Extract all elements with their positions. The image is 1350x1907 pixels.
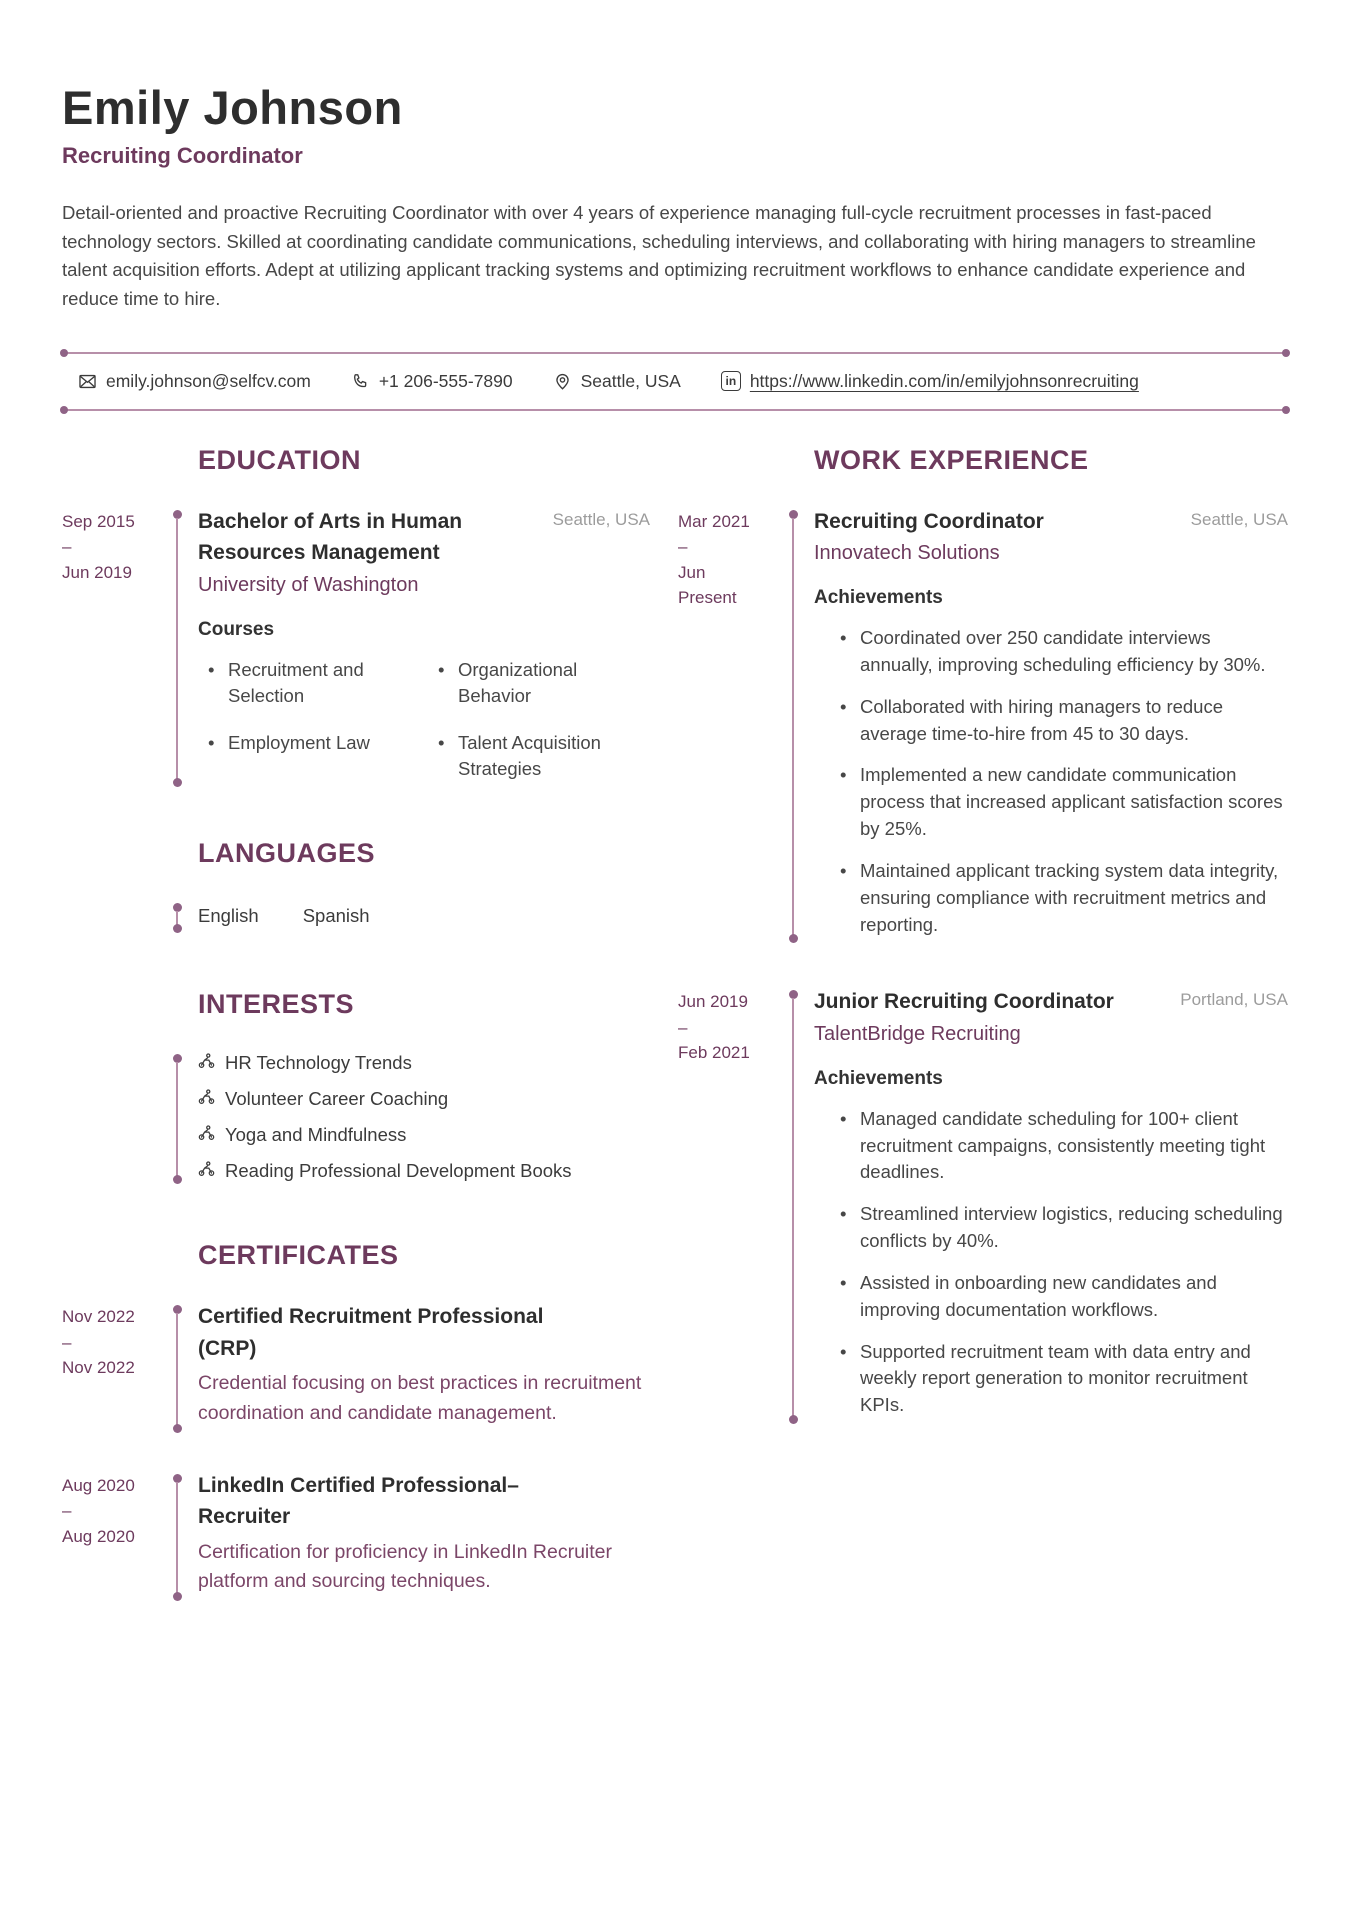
job-title-text: Recruiting Coordinator [814, 509, 1044, 533]
education-dates: Sep 2015 – Jun 2019 [62, 511, 135, 582]
job-location: Portland, USA [1180, 990, 1288, 1010]
resume-header [62, 80, 1288, 314]
language-item: English [198, 905, 259, 927]
linkedin-icon: in [721, 371, 741, 391]
timeline-rail [784, 986, 804, 1419]
achievement-item: • Assisted in onboarding new candidates and improving documentation workflows. [814, 1270, 1288, 1324]
contact-phone [351, 371, 513, 392]
timeline-rail [168, 506, 188, 783]
achievements-label: Achievements [814, 587, 943, 609]
contact-phone-text: +1 206-555-7890 [378, 370, 513, 391]
divider-dot [60, 349, 68, 357]
hobby-icon [198, 1088, 215, 1110]
contact-bar [62, 352, 1288, 411]
phone-icon [351, 372, 370, 391]
contact-email-text: emily.johnson@selfcv.com [106, 370, 311, 391]
timeline-rail [168, 1301, 188, 1428]
course-item: • Organizational Behavior [428, 657, 650, 709]
hobby-icon [198, 1124, 215, 1146]
interest-item: Volunteer Career Coaching [198, 1088, 650, 1110]
interest-item: HR Technology Trends [198, 1052, 650, 1074]
envelope-icon [78, 372, 97, 391]
job-location: Seattle, USA [1190, 509, 1288, 529]
work-entry [678, 506, 1288, 939]
right-column [678, 445, 1288, 1653]
languages-heading: LANGUAGES [198, 838, 376, 869]
section-education [62, 445, 650, 783]
language-item: Spanish [302, 905, 370, 927]
hobby-icon [198, 1052, 215, 1074]
degree-title: Bachelor of Arts in Human Resources Management [198, 509, 463, 565]
profile-summary: Detail-oriented and proactive Recruiting Coordinator with over 4 years of experience managing full-cycle recruitment processes in fast-paced technology sectors. Skilled at coordinating candidate communications, scheduling interviews, and collaborating with hiring managers to streamline talent acquisition efforts. Adept at utilizing applicant tracking systems and optimizing recruitment workflows to enhance candidate experience and reduce time to hire. [62, 202, 1256, 310]
section-certificates [62, 1240, 650, 1596]
timeline-dot [173, 1424, 182, 1433]
section-work-experience [678, 445, 1288, 1419]
interest-item: Reading Professional Development Books [198, 1160, 650, 1182]
interests-heading: INTERESTS [198, 989, 355, 1020]
achievements-label: Achievements [814, 1067, 943, 1089]
courses-label: Courses [198, 618, 275, 640]
certificate-title: Certified Recruitment Professional (CRP) [198, 1305, 544, 1360]
timeline-line [176, 1313, 178, 1428]
divider-dot [60, 406, 68, 414]
certificates-heading: CERTIFICATES [198, 1240, 399, 1271]
timeline-rail [784, 506, 804, 939]
school-name: University of Washington [198, 573, 419, 596]
person-name: Emily Johnson [62, 81, 403, 134]
work-entry [678, 986, 1288, 1419]
section-languages [62, 838, 650, 933]
contact-linkedin [721, 371, 1139, 392]
divider-dot [1282, 349, 1290, 357]
person-job-title: Recruiting Coordinator [62, 143, 303, 168]
contact-divider-bottom [62, 409, 1288, 411]
linkedin-link[interactable]: https://www.linkedin.com/in/emilyjohnsonrecruiting [749, 370, 1139, 391]
timeline-rail [168, 1050, 188, 1184]
certificate-dates: Aug 2020 – Aug 2020 [62, 1475, 135, 1546]
timeline-dot [173, 1175, 182, 1184]
map-pin-icon [553, 372, 572, 391]
languages-list [198, 899, 650, 933]
achievement-item: • Implemented a new candidate communication process that increased applicant satisfaction scores by 25%. [814, 762, 1288, 842]
timeline-line [792, 998, 794, 1419]
certificate-entry [62, 1301, 650, 1428]
timeline-line [792, 518, 794, 939]
divider-dot [1282, 406, 1290, 414]
education-entry [62, 506, 650, 783]
course-item: • Talent Acquisition Strategies [428, 730, 650, 782]
achievements-list [814, 625, 1288, 938]
achievement-item: • Supported recruitment team with data entry and weekly report generation to monitor recruitment KPIs. [814, 1339, 1288, 1419]
certificate-title: LinkedIn Certified Professional–Recruiter [198, 1473, 519, 1529]
timeline-dot [789, 934, 798, 943]
courses-list [198, 657, 650, 783]
timeline-dot [789, 1415, 798, 1424]
job-title-text: Junior Recruiting Coordinator [814, 990, 1114, 1014]
timeline-dot [173, 924, 182, 933]
hobby-icon [198, 1160, 215, 1182]
timeline-rail [168, 1470, 188, 1597]
course-item: • Recruitment and Selection [198, 657, 420, 709]
interests-list [198, 1050, 650, 1184]
contact-location [553, 371, 681, 392]
company-name: Innovatech Solutions [814, 542, 1000, 565]
company-name: TalentBridge Recruiting [814, 1022, 1021, 1045]
certificate-description: Certification for proficiency in LinkedIn Recruiter platform and sourcing techniques. [198, 1540, 613, 1592]
timeline-rail [168, 899, 188, 933]
achievement-item: • Managed candidate scheduling for 100+ client recruitment campaigns, consistently meeting tight deadlines. [814, 1106, 1288, 1186]
achievement-item: • Maintained applicant tracking system data integrity, ensuring compliance with recruitment metrics and reporting. [814, 858, 1288, 938]
timeline-line [176, 1482, 178, 1597]
left-column [62, 445, 650, 1653]
certificate-dates: Nov 2022 – Nov 2022 [62, 1307, 135, 1378]
contact-location-text: Seattle, USA [580, 370, 681, 391]
work-dates: Jun 2019 – Feb 2021 [678, 992, 750, 1063]
timeline-line [176, 1062, 178, 1179]
section-interests [62, 989, 650, 1184]
contact-divider-top [62, 352, 1288, 354]
education-location: Seattle, USA [552, 509, 650, 529]
contact-email [78, 371, 311, 392]
certificate-description: Credential focusing on best practices in recruitment coordination and candidate management. [198, 1372, 642, 1424]
certificate-entry [62, 1470, 650, 1597]
education-heading: EDUCATION [198, 444, 361, 475]
timeline-line [176, 518, 178, 783]
achievement-item: • Coordinated over 250 candidate interviews annually, improving scheduling efficiency by 30%. [814, 625, 1288, 679]
interest-item: Yoga and Mindfulness [198, 1124, 650, 1146]
work-dates: Mar 2021 – Jun Present [678, 511, 750, 608]
achievement-item: • Collaborated with hiring managers to reduce average time-to-hire from 45 to 30 days. [814, 694, 1288, 748]
timeline-dot [173, 1592, 182, 1601]
course-item: • Employment Law [198, 730, 420, 782]
achievement-item: • Streamlined interview logistics, reducing scheduling conflicts by 40%. [814, 1201, 1288, 1255]
timeline-dot [173, 778, 182, 787]
work-experience-heading: WORK EXPERIENCE [814, 444, 1089, 475]
achievements-list [814, 1106, 1288, 1419]
